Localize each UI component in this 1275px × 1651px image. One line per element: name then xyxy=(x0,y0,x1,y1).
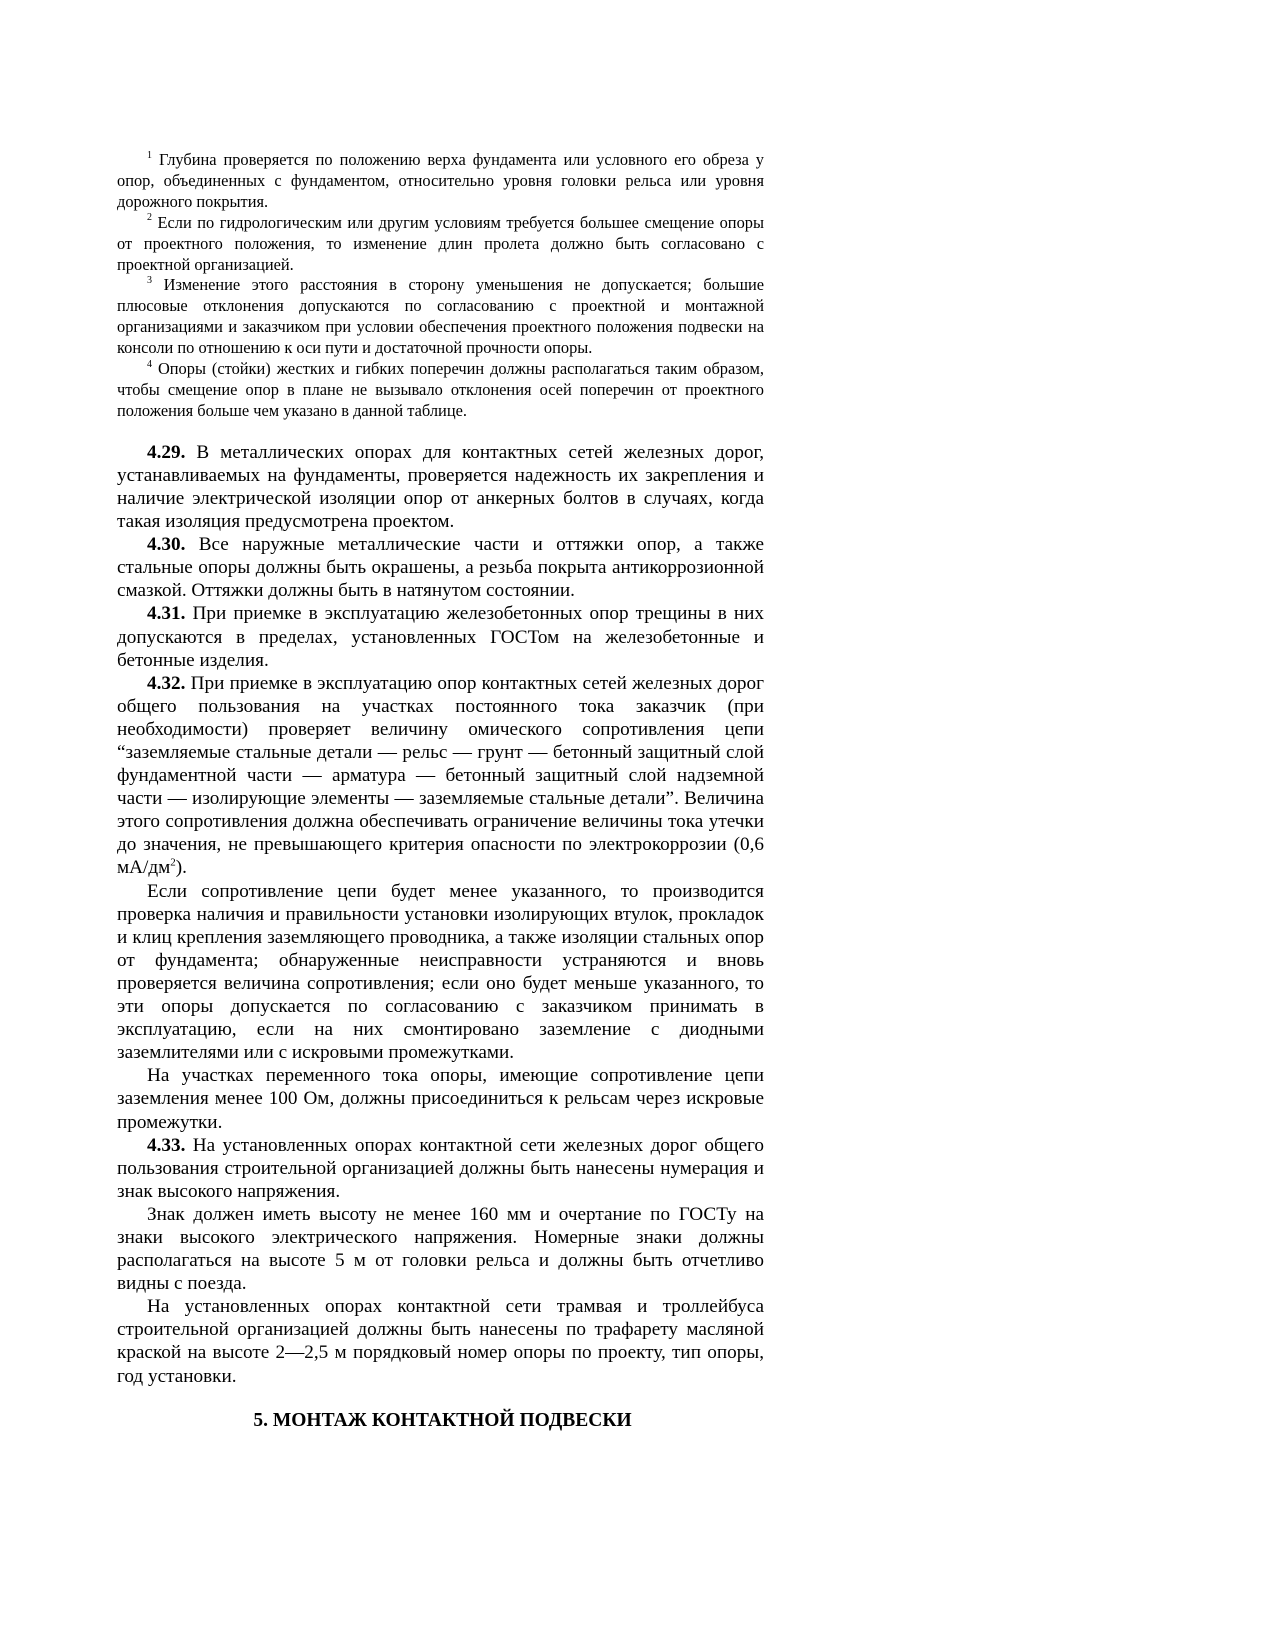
footnote-3 xyxy=(117,275,764,359)
section-text: В металлических опорах для контактных сетей железных дорог, устанавливаемых на фундаменты, проверяется надежность их закрепления и наличие электрической изоляции опор от анкерных болтов в случаях, когда такая изоляция предусмотрена проектом. xyxy=(117,441,765,533)
footnote-mark: 1 xyxy=(147,149,152,161)
section-4-31 xyxy=(117,602,764,671)
section-text: Все наружные металлические части и оттяжки опор, а также стальные опоры должны быть окрашены, а резьба покрыта антикоррозионной смазкой. Оттяжки должны быть в натянутом состоянии. xyxy=(117,534,765,602)
footnote-mark: 4 xyxy=(147,358,152,370)
section-text: При приемке в эксплуатацию опор контактных сетей железных дорог общего пользования на участках постоянного тока заказчик (при необходимости) проверяет величину омического сопротивления цепи “заземляемые стальные детали — рельс — грунт — бетонный защитный слой фундаментной части — арматура — бетонный защитный слой надземной части — изолирующие элементы — заземляемые стальные детали”. Величина этого сопротивления должна обеспечивать ограничение величины тока утечки до значения, не превышающего критерия опасности по электрокоррозии (0,6 мА/дм xyxy=(117,672,764,879)
document-page xyxy=(117,150,764,1433)
footnotes-block xyxy=(117,150,764,422)
main-text xyxy=(117,441,764,1388)
section-text: На установленных опорах контактной сети железных дорог общего пользования строительной организацией должны быть нанесены нумерация и знак высокого напряжения. xyxy=(117,1134,764,1202)
section-4-33 xyxy=(117,1134,764,1203)
superscript: 2 xyxy=(170,857,176,870)
footnote-text: Опоры (стойки) жестких и гибких поперечин должны располагаться таким образом, чтобы смещение опор в плане не вызывало отклонения осей поперечин от проектного положения больше чем указано в данной таблице. xyxy=(117,359,764,420)
section-4-32-paragraph-3: На участках переменного тока опоры, имеющие сопротивление цепи заземления менее 100 Ом, должны присоединиться к рельсам через искровые промежутки. xyxy=(117,1065,764,1133)
section-4-32 xyxy=(117,672,764,880)
section-number: 4.32. xyxy=(147,672,186,694)
footnote-4 xyxy=(117,359,764,422)
section-4-32-paragraph-2: Если сопротивление цепи будет менее указанного, то производится проверка наличия и правильности установки изолирующих втулок, прокладок и клиц крепления заземляющего проводника, а также изоляции стальных опор от фундамента; обнаруженные неисправности устраняются и вновь проверяется величина сопротивления; если оно будет меньше указанного, то эти опоры допускается по согласованию с заказчиком принимать в эксплуатацию, если на них смонтировано заземление с диодными заземлителями или с искровыми промежутками. xyxy=(117,880,764,1064)
section-text: При приемке в эксплуатацию железобетонных опор трещины в них допускаются в пределах, установленных ГОСТом на железобетонные и бетонные изделия. xyxy=(117,603,765,671)
section-number: 4.30. xyxy=(147,534,186,556)
section-4-33-paragraph-3: На установленных опорах контактной сети трамвая и троллейбуса строительной организацией должны быть нанесены по трафарету масляной краской на высоте 2—2,5 м порядковый номер опоры по проекту, тип опоры, год установки. xyxy=(117,1296,764,1387)
section-4-29 xyxy=(117,441,764,533)
section-number: 4.29. xyxy=(147,441,186,463)
section-4-33-paragraph-2: Знак должен иметь высоту не менее 160 мм и очертание по ГОСТу на знаки высокого электрического напряжения. Номерные знаки должны располагаться на высоте 5 м от головки рельса и должны быть отчетливо видны с поезда. xyxy=(117,1203,764,1295)
footnote-mark: 2 xyxy=(147,212,152,224)
section-number: 4.31. xyxy=(147,603,186,625)
footnote-text: Глубина проверяется по положению верха фундамента или условного его обреза у опор, объединенных с фундаментом, относительно уровня головки рельса или уровня дорожного покрытия. xyxy=(117,150,764,211)
section-number: 4.33. xyxy=(147,1134,186,1156)
footnote-2 xyxy=(117,213,764,276)
section-text-tail: ). xyxy=(175,857,187,879)
section-4-30 xyxy=(117,533,764,602)
chapter-heading: 5. МОНТАЖ КОНТАКТНОЙ ПОДВЕСКИ xyxy=(253,1409,632,1431)
footnote-mark: 3 xyxy=(147,274,152,286)
footnote-text: Если по гидрологическим или другим условиям требуется большее смещение опоры от проектного положения, то изменение длин пролета должно быть согласовано с проектной организацией. xyxy=(117,212,764,274)
footnote-1 xyxy=(117,150,764,213)
footnote-text: Изменение этого расстояния в сторону уменьшения не допускается; большие плюсовые отклонения допускаются по согласованию с проектной и монтажной организациями и заказчиком при условии обеспечения проектного положения подвески на консоли по отношению к оси пути и достаточной прочности опоры. xyxy=(117,275,764,358)
